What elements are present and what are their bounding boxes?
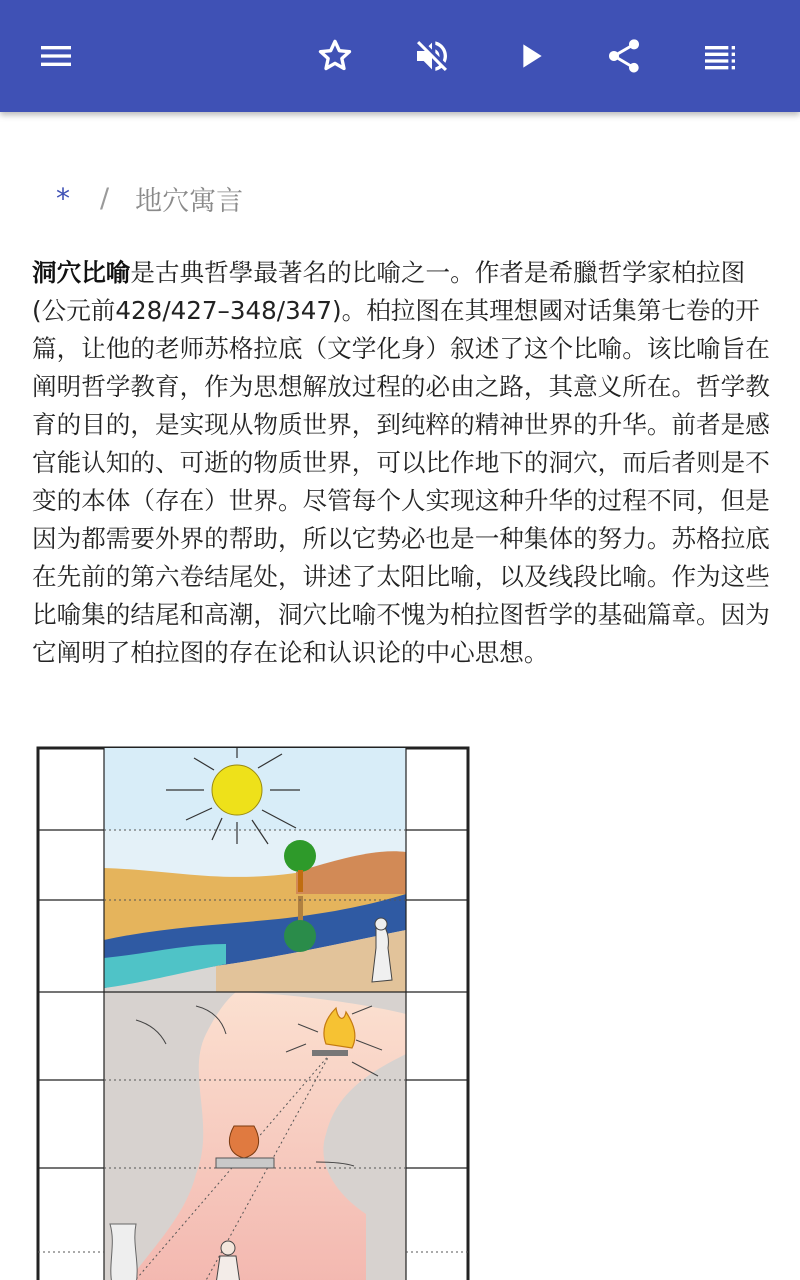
share-icon <box>604 36 644 76</box>
app-bar <box>0 0 800 112</box>
playlist-icon <box>700 36 740 76</box>
breadcrumb-home-link[interactable]: * <box>56 181 70 215</box>
article-paragraph: 是古典哲學最著名的比喻之一。作者是希臘哲学家柏拉图 (公元前428/427–348/347)。柏拉图在其理想國对话集第七卷的开篇，让他的老师苏格拉底（文学化身）叙述了这个比喻。该比喻旨在阐明哲学教育，作为思想解放过程的必由之路，其意义所在。哲学教育的目的，是实现从物质世界，到纯粹的精神世界的升华。前者是感官能认知的、可逝的物质世界，可以比作地下的洞穴，而后者则是不变的本体（存在）世界。尽管每个人实现这种升华的过程不同，但是因为都需要外界的帮助，所以它势必也是一种集体的努力。苏格拉底在先前的第六卷结尾处，讲述了太阳比喻，以及线段比喻。作为这些比喻集的结尾和高潮，洞穴比喻不愧为柏拉图哲学的基础篇章。因为它阐明了柏拉图的存在论和认识论的中心思想。 <box>32 258 770 667</box>
star-icon <box>315 36 355 76</box>
breadcrumb <box>56 178 243 218</box>
play-button[interactable] <box>502 28 558 84</box>
breadcrumb-separator: / <box>100 182 110 214</box>
breadcrumb-current: 地穴寓言 <box>135 185 244 217</box>
menu-icon <box>36 36 76 76</box>
play-icon <box>510 36 550 76</box>
volume-off-icon <box>412 36 452 76</box>
article-body <box>32 254 772 672</box>
menu-button[interactable] <box>28 28 84 84</box>
playlist-button[interactable] <box>692 28 748 84</box>
article-lead-term: 洞穴比喻 <box>32 258 131 287</box>
favorite-button[interactable] <box>307 28 363 84</box>
share-button[interactable] <box>596 28 652 84</box>
cave-allegory-figure[interactable] <box>36 744 472 1280</box>
cave-illustration <box>36 744 472 1280</box>
mute-button[interactable] <box>404 28 460 84</box>
